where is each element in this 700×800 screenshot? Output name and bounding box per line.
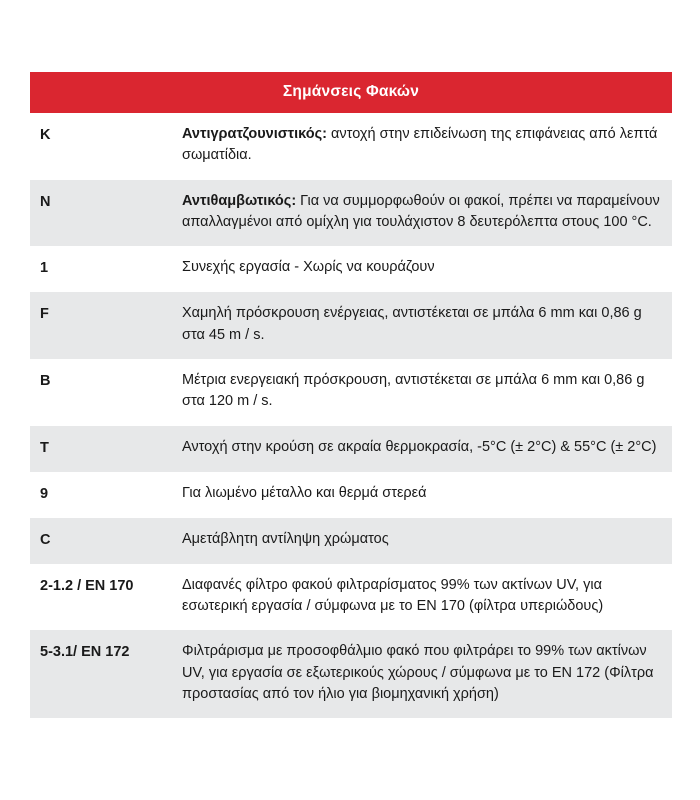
row-code: C [40,531,51,548]
row-code: K [40,127,51,143]
table-title-header: Σημάνσεις Φακών [30,72,672,113]
table-row [30,564,672,631]
row-code: F [40,306,49,323]
row-code: B [40,372,51,389]
table-row [30,472,672,518]
row-description-text-continued: απαλλαγμένοι από ομίχλη για τουλάχιστον 8 δευτερόλεπτα στους 100 °C. [182,213,652,230]
row-description-text: Μέτρια ενεργειακή πρόσκρουση, αντιστέκεται σε μπάλα 6 mm και 0,86 g στα 120 m / s. [182,371,645,410]
table-row [30,180,672,247]
row-description [182,575,662,618]
row-description-text: Χαμηλή πρόσκρουση ενέργειας, αντιστέκεται σε μπάλα 6 mm και 0,86 g στα 45 m / s. [182,305,642,343]
row-code: 5-3.1/ EN 172 [40,644,130,661]
table-row [30,113,672,180]
row-description [182,483,662,504]
row-code: 1 [40,260,49,277]
row-description [182,303,662,346]
row-description [182,124,662,167]
row-description [182,641,662,705]
table-row [30,630,672,718]
row-description-text: Συνεχής εργασία - Χωρίς να κουράζουν [182,259,435,276]
table-body [30,113,672,718]
row-description-text: Διαφανές φίλτρο φακού φιλτραρίσματος 99% των ακτίνων UV, για εσωτερική εργασία / σύμφωνα με το EN 170 (φίλτρα υπεριώδους) [182,576,604,614]
lens-markings-table [30,72,672,718]
row-description-lead: Αντιθαμβωτικός: [182,192,297,209]
table-row [30,426,672,472]
table-row [30,292,672,359]
row-code: 9 [40,485,49,502]
row-description [182,529,662,550]
table-row [30,246,672,292]
row-description-text: Αντοχή στην κρούση σε ακραία θερμοκρασία, -5°C (± 2°C) & 55°C (± 2°C) [182,438,657,455]
row-description-text: αντοχή στην επιδείνωση της επιφάνειας από λεπτά σωματίδια. [182,126,658,164]
table-row [30,518,672,564]
row-description [182,437,662,458]
row-description-text: Φιλτράρισμα με προσοφθάλμιο φακό που φιλτράρει το 99% των ακτίνων UV, για εργασία σε εξωτερικούς χώρους / σύμφωνα με το EN 172 (Φίλτρα προστασίας από τον ήλιο για βιομηχανική χρήση) [182,643,654,702]
row-description [182,370,662,413]
row-description-text: Για να συμμορφωθούν οι φακοί, πρέπει να παραμείνουν [296,192,660,209]
row-code: N [40,193,51,210]
row-description-text: Για λιωμένο μέταλλο και θερμά στερεά [182,484,427,501]
table-row [30,359,672,426]
row-description-lead: Αντιγρατζουνιστικός: [182,126,328,142]
row-description-text: Αμετάβλητη αντίληψη χρώματος [182,530,389,547]
row-code: 2-1.2 / EN 170 [40,577,134,594]
row-description [182,191,662,234]
row-code: T [40,439,49,456]
row-description [182,257,662,278]
